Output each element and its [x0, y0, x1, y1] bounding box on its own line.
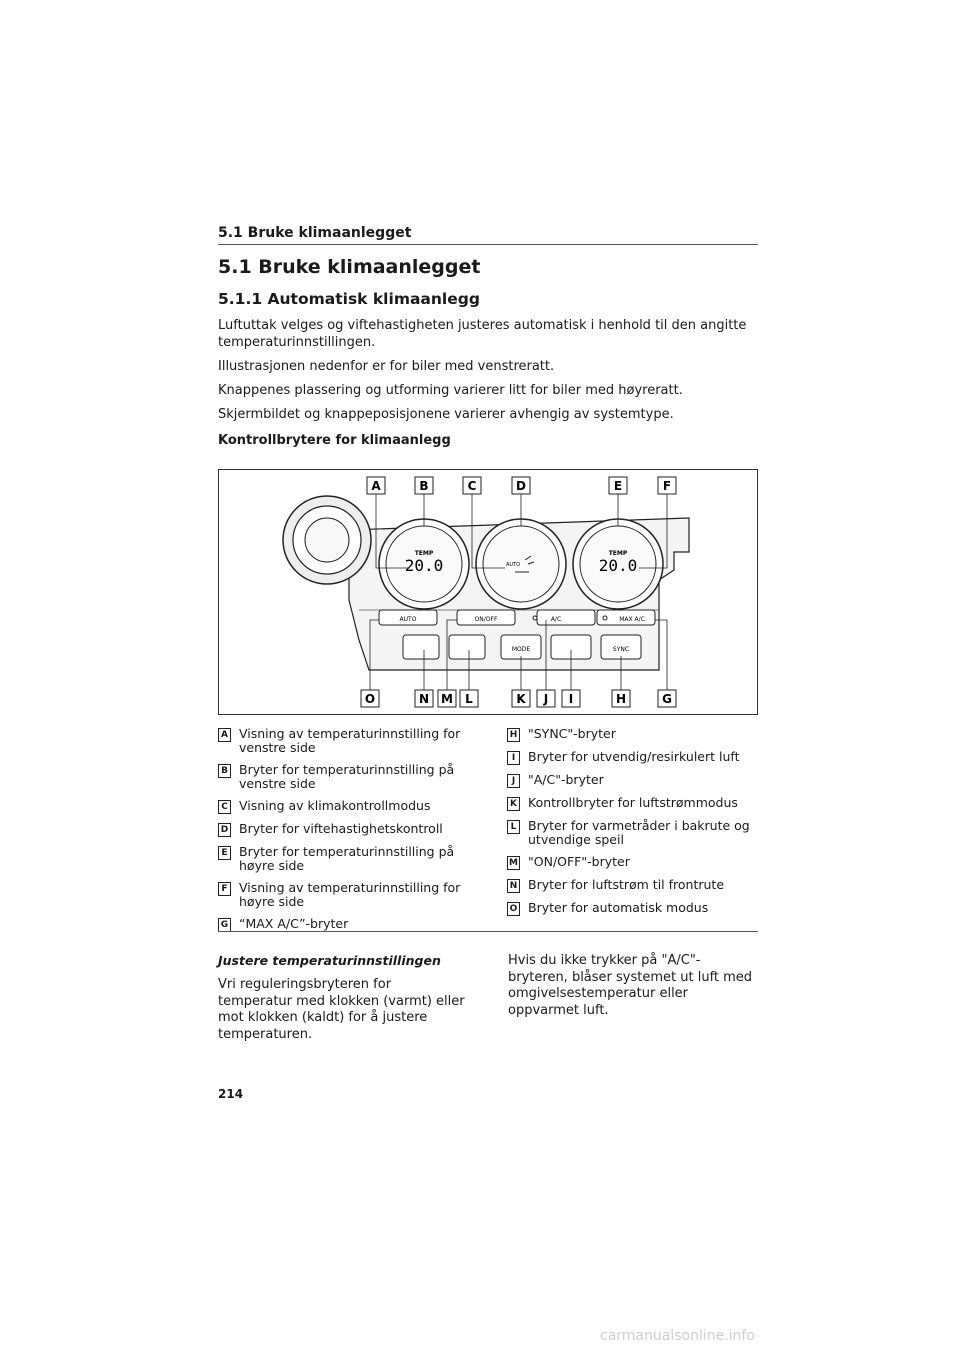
legend-item-o — [507, 901, 758, 916]
legend-item-c — [218, 799, 468, 814]
adjust-temperature-heading: Justere temperaturinnstillingen — [218, 953, 441, 968]
figure-heading: Kontrollbrytere for klimaanlegg — [218, 433, 451, 448]
legend-text: Bryter for temperaturinnstilling på venstre side — [239, 762, 455, 791]
legend-text: Bryter for luftstrøm til frontrute — [528, 877, 725, 892]
legend-key: C — [218, 800, 231, 814]
callout-e: E — [613, 479, 623, 493]
legend-key: B — [218, 764, 231, 778]
legend-text: "ON/OFF"-bryter — [528, 854, 630, 869]
legend-item-h — [507, 727, 758, 742]
mode-display-auto: AUTO — [505, 562, 521, 568]
fan-dial — [476, 519, 566, 609]
header-divider — [218, 244, 758, 245]
callout-c: C — [467, 479, 477, 493]
legend-item-d — [218, 822, 468, 837]
onoff-button-label: ON/OFF — [474, 616, 498, 623]
callout-g: G — [662, 692, 672, 706]
climate-panel-illustration — [219, 470, 757, 714]
legend-text: Visning av temperaturinnstilling for venstre side — [239, 726, 461, 755]
top-callouts — [367, 477, 676, 494]
legend-key: E — [218, 846, 231, 860]
running-header: 5.1 Bruke klimaanlegget — [218, 225, 412, 241]
right-temp-value: 20.0 — [598, 556, 638, 575]
legend-item-f — [218, 881, 468, 909]
legend-item-j — [507, 773, 758, 788]
intro-paragraph-4: Skjermbildet og knappeposisjonene varierer avhengig av systemtype. — [218, 407, 674, 422]
legend-text: "A/C"-bryter — [528, 772, 604, 787]
legend-key: N — [507, 879, 520, 893]
watermark: carmanualsonline.info — [600, 1328, 755, 1344]
legend-right-column — [507, 727, 758, 924]
callout-n: N — [418, 692, 430, 706]
legend-text: Bryter for viftehastighetskontroll — [239, 821, 443, 836]
ac-button-label: A/C — [550, 616, 562, 623]
legend-item-l — [507, 819, 758, 847]
left-temp-dial — [379, 519, 469, 609]
legend-divider — [218, 931, 758, 932]
adjust-left-text: Vri reguleringsbryteren for temperatur med klokken (varmt) eller mot klokken (kaldt) for å justere temperaturen. — [218, 977, 465, 1042]
callout-h: H — [615, 692, 627, 706]
callout-a: A — [371, 479, 381, 493]
climate-panel-figure — [218, 469, 758, 715]
legend-key: L — [507, 820, 520, 834]
right-temp-dial — [573, 519, 663, 609]
intro-paragraph-1: Luftuttak velges og viftehastigheten justeres automatisk i henhold til den angitte temperaturinnstillingen. — [218, 318, 747, 350]
sync-button-label: SYNC — [612, 646, 630, 653]
legend-item-i — [507, 750, 758, 765]
legend-key: O — [507, 902, 520, 916]
legend-item-b — [218, 763, 468, 791]
legend-left-column — [218, 727, 468, 940]
section-subtitle: 5.1.1 Automatisk klimaanlegg — [218, 290, 480, 308]
legend-key: H — [507, 728, 520, 742]
legend-key: K — [507, 797, 520, 811]
legend-text: Bryter for varmetråder i bakrute og utvendige speil — [528, 818, 750, 847]
legend-text: Kontrollbryter for luftstrømmodus — [528, 795, 738, 810]
legend-text: “MAX A/C”-bryter — [239, 916, 349, 931]
legend-key: G — [218, 918, 231, 932]
legend-text: "SYNC"-bryter — [528, 726, 616, 741]
legend-key: M — [507, 856, 520, 870]
intro-paragraph-2: Illustrasjonen nedenfor er for biler med venstreratt. — [218, 359, 555, 374]
legend-item-m — [507, 855, 758, 870]
left-temp-label: TEMP — [414, 550, 434, 557]
callout-j: J — [543, 692, 549, 706]
legend-item-n — [507, 878, 758, 893]
page-title: 5.1 Bruke klimaanlegget — [218, 256, 481, 278]
legend-item-e — [218, 845, 468, 873]
legend-item-a — [218, 727, 468, 755]
bottom-callouts — [361, 690, 676, 707]
legend-text: Visning av temperaturinnstilling for høyre side — [239, 880, 461, 909]
callout-d: D — [516, 479, 526, 493]
adjust-right-text: Hvis du ikke trykker på "A/C"-bryteren, blåser systemet ut luft med omgivelsestemperatur eller oppvarmet luft. — [508, 953, 753, 1018]
lower-button-row — [403, 635, 641, 659]
legend-text: Visning av klimakontrollmodus — [239, 798, 431, 813]
legend-text: Bryter for automatisk modus — [528, 900, 709, 915]
callout-m: M — [441, 692, 453, 706]
mode-button-label: MODE — [511, 646, 531, 653]
page-number: 214 — [218, 1087, 244, 1101]
legend-text: Bryter for utvendig/resirkulert luft — [528, 749, 740, 764]
callout-k: K — [516, 692, 526, 706]
intro-paragraph-3: Knappenes plassering og utforming varierer litt for biler med høyreratt. — [218, 383, 683, 398]
callout-b: B — [419, 479, 429, 493]
callout-o: O — [364, 692, 376, 706]
auto-button-label: AUTO — [399, 616, 417, 623]
legend-key: F — [218, 882, 231, 896]
legend-key: A — [218, 728, 231, 742]
callout-l: L — [465, 692, 473, 706]
legend-key: I — [507, 751, 520, 765]
legend-text: Bryter for temperaturinnstilling på høyre side — [239, 844, 455, 873]
right-temp-label: TEMP — [608, 550, 628, 557]
legend-key: J — [507, 774, 520, 788]
legend-key: D — [218, 823, 231, 837]
maxac-button-label: MAX A/C — [619, 616, 645, 623]
callout-i: I — [568, 692, 574, 706]
callout-f: F — [662, 479, 672, 493]
legend-item-g — [218, 917, 468, 932]
left-temp-value: 20.0 — [404, 556, 444, 575]
legend-item-k — [507, 796, 758, 811]
